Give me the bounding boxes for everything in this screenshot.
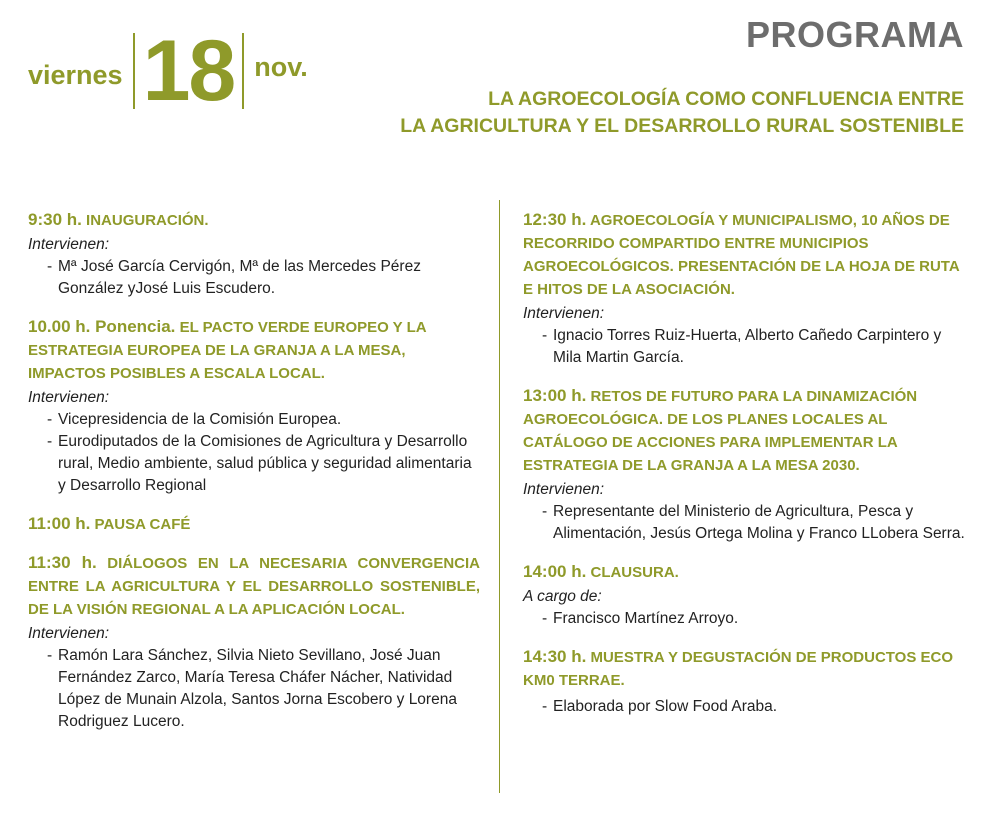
agenda-time: 11:00 h. <box>28 514 91 533</box>
column-divider <box>499 200 500 793</box>
left-column <box>28 208 480 748</box>
speakers-label: Intervienen: <box>523 305 604 322</box>
agenda-time: 13:00 h. <box>523 386 587 405</box>
subtitle-line: LA AGROECOLOGÍA COMO CONFLUENCIA ENTRE <box>488 88 964 110</box>
speaker-entry: - Representante del Ministerio de Agricultura, Pesca y Alimentación, Jesús Ortega Molina y Franco LLobera Serra. <box>523 501 971 545</box>
day-number: 18 <box>142 23 235 119</box>
agenda-title: AGROECOLOGÍA Y MUNICIPALISMO, 10 AÑOS DE RECORRIDO COMPARTIDO ENTRE MUNICIPIOS AGROECOLÓGICOS. PRESENTACIÓN DE LA HOJA DE RUTA E HITOS DE LA ASOCIACIÓN. <box>523 212 960 298</box>
date-divider <box>242 33 244 109</box>
agenda-time: 9:30 h. <box>28 210 82 229</box>
event-date <box>28 23 308 119</box>
agenda-item <box>28 315 480 497</box>
agenda-time: 11:30 h. <box>28 553 97 572</box>
agenda-item <box>523 560 971 630</box>
agenda-heading <box>523 645 971 692</box>
weekday: viernes <box>28 59 123 90</box>
agenda-title: EL PACTO VERDE EUROPEO Y LA ESTRATEGIA EUROPEA DE LA GRANJA A LA MESA, IMPACTOS POSIBLES A ESCALA LOCAL. <box>28 319 427 382</box>
speaker-entry: - Vicepresidencia de la Comisión Europea. <box>28 409 480 431</box>
date-divider <box>133 33 135 109</box>
agenda-item <box>523 384 971 545</box>
month: nov. <box>254 51 308 82</box>
agenda-item <box>523 208 971 369</box>
agenda-heading <box>28 512 480 536</box>
agenda-title: INAUGURACIÓN. <box>86 212 209 229</box>
agenda-time: 12:30 h. <box>523 210 587 229</box>
agenda-heading <box>523 560 971 584</box>
speakers-label: A cargo de: <box>523 588 602 605</box>
speakers-label: Intervienen: <box>28 625 109 642</box>
agenda-heading <box>28 208 480 232</box>
speaker-entry: - Francisco Martínez Arroyo. <box>523 608 971 630</box>
program-subtitle <box>400 86 964 140</box>
speakers-label: Intervienen: <box>523 481 604 498</box>
speaker-entry: - Mª José García Cervigón, Mª de las Mercedes Pérez González yJosé Luis Escudero. <box>28 256 480 300</box>
speaker-entry: - Ramón Lara Sánchez, Silvia Nieto Sevillano, José Juan Fernández Zarco, María Teresa Cháfer Nácher, Natividad López de Munain Alzola, Santos Jorna Escobero y Lorena Rodriguez Lucero. <box>28 645 480 733</box>
agenda-heading <box>523 208 971 301</box>
agenda-heading <box>28 551 480 621</box>
agenda-item <box>523 645 971 718</box>
speaker-entry: - Ignacio Torres Ruiz-Huerta, Alberto Cañedo Carpintero y Mila Martin García. <box>523 325 971 369</box>
agenda-title: RETOS DE FUTURO PARA LA DINAMIZACIÓN AGROECOLÓGICA. DE LOS PLANES LOCALES AL CATÁLOGO DE ACCIONES PARA IMPLEMENTAR LA ESTRATEGIA DE LA GRANJA A LA MESA 2030. <box>523 388 918 474</box>
agenda-item <box>28 551 480 733</box>
agenda-item <box>28 512 480 536</box>
right-column <box>523 208 971 733</box>
speakers-label: Intervienen: <box>28 389 109 406</box>
agenda-time: 14:00 h. <box>523 562 587 581</box>
agenda-heading <box>523 384 971 477</box>
speaker-entry: - Eurodiputados de la Comisiones de Agricultura y Desarrollo rural, Medio ambiente, salud pública y seguridad alimentaria y Desarrollo Regional <box>28 431 480 497</box>
agenda-item <box>28 208 480 300</box>
agenda-time: 14:30 h. <box>523 647 587 666</box>
agenda-title: CLAUSURA. <box>590 564 679 581</box>
subtitle-line: LA AGRICULTURA Y EL DESARROLLO RURAL SOSTENIBLE <box>400 115 964 137</box>
agenda-title: PAUSA CAFÉ <box>94 516 191 533</box>
page-title: PROGRAMA <box>746 14 964 55</box>
agenda-title: DIÁLOGOS EN LA NECESARIA CONVERGENCIA ENTRE LA AGRICULTURA Y EL DESARROLLO SOSTENIBLE, DE LA VISIÓN REGIONAL A LA APLICACIÓN LOCAL. <box>28 555 481 618</box>
agenda-time: 10.00 h. Ponencia. <box>28 317 176 336</box>
speakers-label: Intervienen: <box>28 236 109 253</box>
agenda-title: MUESTRA Y DEGUSTACIÓN DE PRODUCTOS ECO KM0 TERRAE. <box>523 649 954 689</box>
agenda-heading <box>28 315 480 385</box>
speaker-entry: - Elaborada por Slow Food Araba. <box>523 696 971 718</box>
